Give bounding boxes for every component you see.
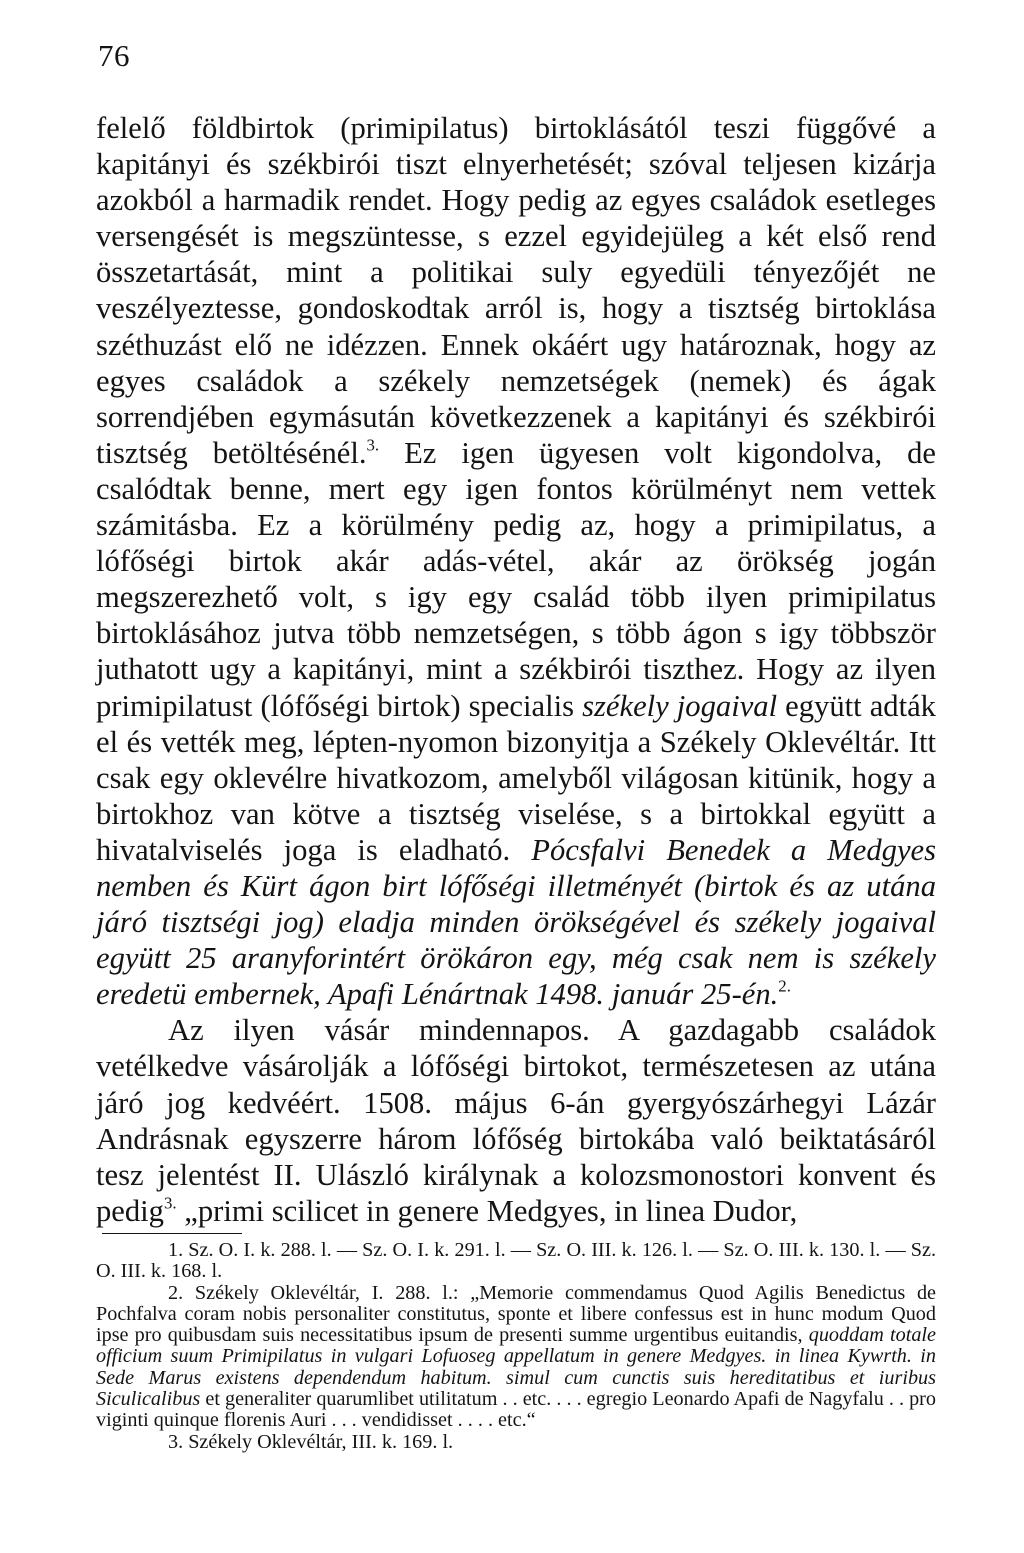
footnotes [96, 1240, 936, 1453]
footnote-2-text: 2. Székely Oklevéltár, I. 288. l.: „Memorie commendamus Quod Agilis Benedictus de Pochfalva coram nobis personaliter constitutus, sponte et libere confessus est in hunc modum Quod ipse pro quibusdam suis necessitatibus ipsum de presenti summe urgentibus euitandis, [96, 1281, 936, 1347]
footnote-divider [102, 1233, 242, 1234]
footnote-2 [96, 1283, 936, 1432]
italic-quote-pocsfalvi: Pócsfalvi Benedek a Medgyes nemben és Kürt ágon birt lófőségi illetményét (birtok és az utána járó tisztségi jog) eladja minden örökségével és székely jogaival együtt 25 aranyforintért örökáron egy, még csak nem is székely eredetü embernek, Apafi Lénártnak 1498. január 25-én. [96, 832, 937, 1012]
main-text [96, 110, 936, 1229]
footnote-ref-2: 2. [778, 976, 791, 996]
italic-phrase-szekely-jogaival: székely jogaival [582, 688, 778, 723]
page-number: 76 [98, 38, 130, 73]
footnote-2-text-end: et generaliter quarumlibet utilitatum . . etc. . . . egregio Leonardo Apafi de Nagyfalu . . pro viginti quinque florenis Auri . . . vendidisset . . . . etc.“ [96, 1387, 936, 1432]
paragraph-2-continuation: „primi scilicet in genere Medgyes, in linea Dudor, [176, 1193, 798, 1228]
footnote-ref-3: 3. [366, 435, 380, 455]
paragraph-1-text: felelő földbirtok (primipilatus) birtoklásától teszi függővé a kapitányi és székbirói tiszt elnyerhetését; szóval teljesen kizárja azokból a harmadik rendet. Hogy pedig az egyes családok esetleges versengését is megszüntesse, s ezzel egyidejüleg a két első rend összetartását, mint a politikai suly egyedüli tényezőjét ne veszélyeztesse, gondoskodtak arról is, hogy a tisztség birtoklása széthuzást elő ne idézzen. Ennek okáért ugy határoznak, hogy az egyes családok a székely nemzetségek (nemek) és ágak sorrendjében egymásután következzenek a kapitányi és székbirói tisztség betöltésénél. [96, 111, 936, 470]
footnote-3: 3. Székely Oklevéltár, III. k. 169. l. [168, 1430, 454, 1453]
paragraph-1-continuation-2: együtt adták el és vették meg, lépten-nyomon bizonyitja a Székely Oklevéltár. Itt csak egy oklevélre hivatkozom, amelyből világosan kitünik, hogy a birtokhoz van kötve a tisztség viselése, s a birtokkal együtt a hivatalviselés joga is eladható. [96, 688, 936, 867]
footnote-1: 1. Sz. O. I. k. 288. l. — Sz. O. I. k. 291. l. — Sz. O. III. k. 126. l. — Sz. O. III. k. 130. l. — Sz. O. III. k. 168. l. [96, 1238, 936, 1283]
footnote-ref-3b: 3. [163, 1193, 177, 1213]
footnote-2-italic: quoddam totale officium suum Primipilatus in vulgari Lofuoseg appellatum in genere Medgyes. in linea Kywrth. in Sede Marus existens dependendum habitum. simul cum cunctis suis hereditatibus et iuribus Siculicalibus [96, 1324, 936, 1410]
paragraph-2-text: Az ilyen vásár mindennapos. A gazdagabb családok vetélkedve vásárolják a lófőségi birtokot, természetesen az utána járó jog kedvéért. 1508. május 6-án gyergyószárhegyi Lázár Andrásnak egyszerre három lófőség birtokába való beiktatásáról tesz jelentést II. Ulászló királynak a kolozsmonostori konvent és pedig [96, 1013, 936, 1228]
paragraph-2 [96, 1012, 936, 1229]
book-page [96, 36, 936, 1453]
paragraph-1-continuation: Ez igen ügyesen volt kigondolva, de csalódtak benne, mert egy igen fontos körülményt nem vettek számitásba. Ez a körülmény pedig az, hogy a primipilatus, a lófőségi birtok akár adás-vétel, akár az örökség jogán megszerezhető volt, s igy egy család több ilyen primipilatus birtoklásához jutva több nemzetségen, s több ágon s igy többször juthatott ugy a kapitányi, mint a székbirói tiszthez. Hogy az ilyen primipilatust (lófőségi birtok) specialis [96, 435, 936, 723]
paragraph-1 [96, 110, 936, 1012]
